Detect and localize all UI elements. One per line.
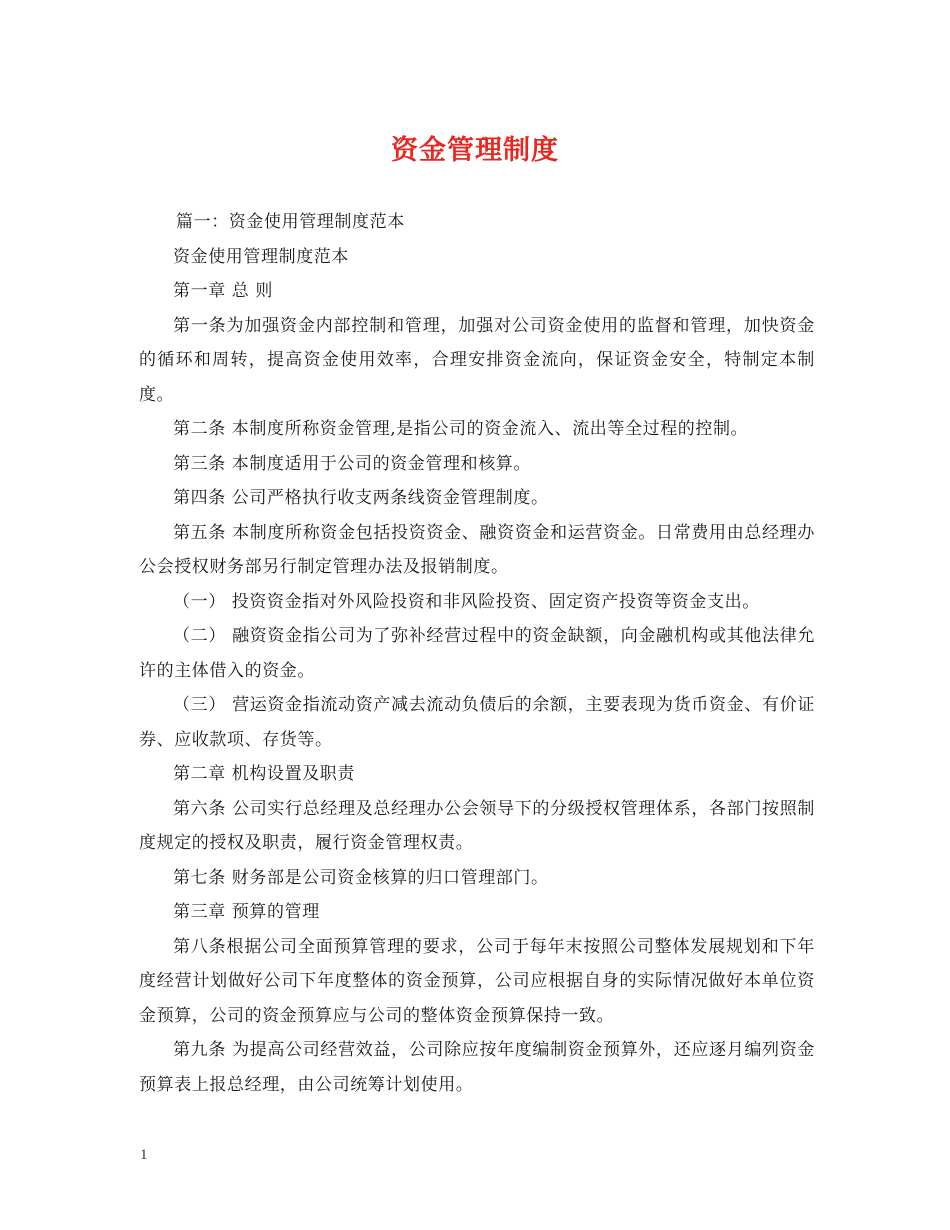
chapter-heading: 第三章 预算的管理	[173, 902, 320, 922]
paragraph: 资金使用管理制度范本	[173, 246, 349, 267]
paragraph: 第三条 本制度适用于公司的资金管理和核算。	[173, 453, 532, 474]
paragraph: 第九条 为提高公司经营效益，公司除应按年度编制资金预算外，还应逐月编列资金预算表上报总经理，由公司统筹计划使用。	[139, 1040, 815, 1095]
paragraph: 第四条 公司严格执行收支两条线资金管理制度。	[173, 488, 549, 508]
paragraph: 第二条 本制度所称资金管理,是指公司的资金流入、流出等全过程的控制。	[173, 419, 749, 439]
document-title: 资金管理制度	[391, 135, 559, 166]
paragraph: 第六条 公司实行总经理及总经理办公会领导下的分级授权管理体系，各部门按照制度规定的授权及职责，履行资金管理权责。	[139, 798, 815, 853]
chapter-heading: 第一章 总 则	[173, 281, 274, 301]
document-body	[139, 205, 815, 1102]
page-number: 1	[140, 1147, 148, 1163]
paragraph: 篇一：资金使用管理制度范本	[176, 212, 405, 232]
list-item: （二） 融资资金指公司为了弥补经营过程中的资金缺额，向金融机构或其他法律允许的主体借入的资金。	[139, 626, 815, 681]
paragraph: 第七条 财务部是公司资金核算的归口管理部门。	[173, 867, 549, 888]
list-item: （一） 投资资金指对外风险投资和非风险投资、固定资产投资等资金支出。	[173, 591, 760, 612]
list-item: （三） 营运资金指流动资产减去流动负债后的余额，主要表现为货币资金、有价证券、应收款项、存货等。	[139, 695, 815, 750]
chapter-heading: 第二章 机构设置及职责	[173, 764, 356, 784]
paragraph: 第一条为加强资金内部控制和管理，加强对公司资金使用的监督和管理，加快资金的循环和周转，提高资金使用效率，合理安排资金流向，保证资金安全，特制定本制度。	[139, 315, 815, 405]
paragraph: 第八条根据公司全面预算管理的要求，公司于每年末按照公司整体发展规划和下年度经营计划做好公司下年度整体的资金预算，公司应根据自身的实际情况做好本单位资金预算，公司的资金预算应与公司的整体资金预算保持一致。	[139, 936, 815, 1026]
paragraph: 第五条 本制度所称资金包括投资资金、融资资金和运营资金。日常费用由总经理办公会授权财务部另行制定管理办法及报销制度。	[139, 522, 815, 577]
